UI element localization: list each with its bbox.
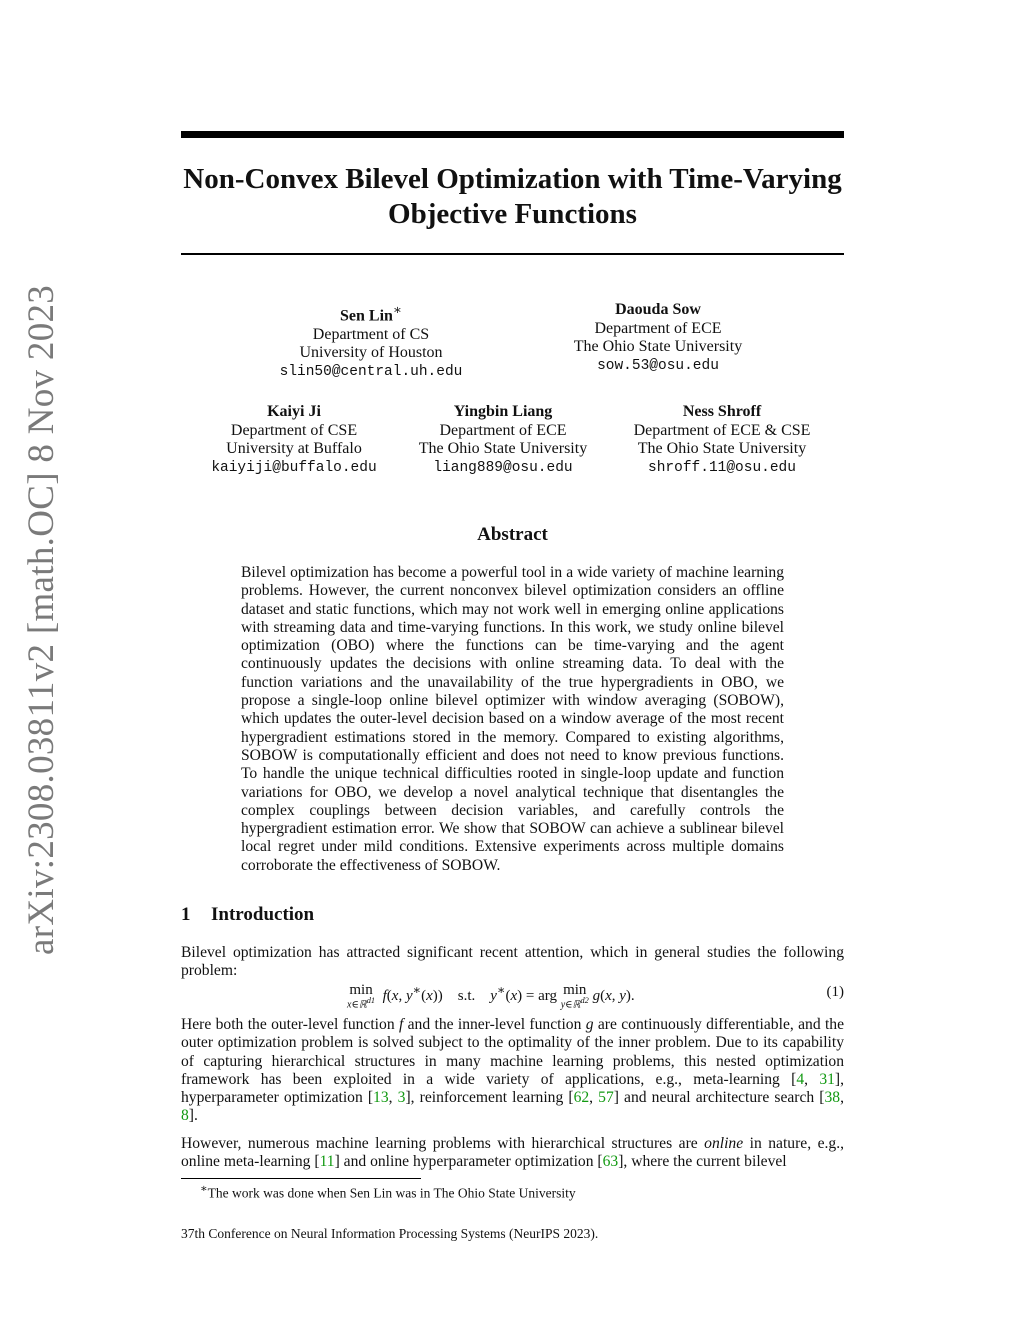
author-block	[403, 403, 603, 477]
citation-link[interactable]: 3	[397, 1089, 406, 1107]
citation-link[interactable]: 38	[824, 1089, 841, 1107]
author-name: Sen Lin	[340, 307, 393, 325]
intro-paragraph-3: However, numerous machine learning problems with hierarchical structures are online in nature, e.g., online meta-learning [11] and online hyperparameter optimization [63], where the current bilevel	[181, 1135, 845, 1171]
author-university: The Ohio State University	[573, 338, 743, 355]
author-university: The Ohio State University	[637, 440, 807, 457]
author-name: Yingbin Liang	[453, 403, 553, 420]
equation-body: min x∈ℝ$^{d1}$ f(x, y∗(x)) s.t. y∗(x) = arg min y∈ℝ$^{d2}$ g(x, y).	[347, 982, 635, 1011]
section-heading	[181, 904, 314, 926]
equation-1	[181, 982, 844, 1012]
author-university: University of Houston	[299, 344, 443, 362]
section-title: Introduction	[211, 904, 315, 925]
arxiv-identifier: arXiv:2308.03811v2 [math.OC] 8 Nov 2023	[21, 284, 62, 955]
author-block	[194, 403, 394, 477]
citation-link[interactable]: 4	[796, 1070, 805, 1088]
author-name: Daouda Sow	[615, 301, 701, 318]
paper-title: Non-Convex Bilevel Optimization with Time-Varying Objective Functions	[183, 163, 842, 230]
author-department: Department of CSE	[230, 421, 358, 439]
author-name: Ness Shroff	[682, 403, 762, 420]
author-name: Kaiyi Ji	[267, 403, 321, 420]
citation-link[interactable]: 13	[373, 1089, 389, 1107]
author-block	[271, 301, 471, 381]
title-top-rule	[181, 131, 844, 138]
author-email[interactable]: shroff.11@osu.edu	[648, 459, 796, 476]
citation-link[interactable]: 11	[319, 1153, 335, 1171]
venue-note: 37th Conference on Neural Information Processing Systems (NeurIPS 2023).	[181, 1226, 599, 1241]
author-email[interactable]: sow.53@osu.edu	[597, 357, 719, 374]
author-department: Department of ECE & CSE	[633, 421, 811, 439]
abstract-heading: Abstract	[477, 524, 548, 545]
author-footnote-mark: ∗	[392, 302, 402, 317]
intro-paragraph-2: Here both the outer-level function f and the inner-level function g are continuously differentiable, and the outer optimization problem is solved subject to the optimality of the inner problem. Due to its capability of capturing hierarchical structures in many machine learning problems, this nested optimization framework has been exploited in a wide variety of applications, e.g., meta-learning [4, 31], hyperparameter optimization [13, 3], reinforcement learning [62, 57] and neural architecture search [38, 8].	[181, 1016, 845, 1125]
author-department: Department of ECE	[439, 421, 567, 439]
author-university: The Ohio State University	[418, 440, 588, 457]
footnote-mark: ∗	[200, 1183, 208, 1195]
equation-number: (1)	[826, 984, 844, 1000]
author-block	[558, 301, 758, 375]
citation-link[interactable]: 8	[181, 1107, 189, 1125]
footnote-rule	[181, 1178, 421, 1179]
author-block	[614, 403, 830, 477]
citation-link[interactable]: 57	[598, 1089, 614, 1107]
citation-link[interactable]: 62	[573, 1089, 590, 1107]
author-department: Department of ECE	[594, 319, 722, 337]
author-email[interactable]: kaiyiji@buffalo.edu	[211, 459, 377, 476]
intro-paragraph-1: Bilevel optimization has attracted significant recent attention, which in general studies the following problem:	[181, 944, 844, 980]
title-bottom-rule	[181, 253, 844, 255]
abstract-text: Bilevel optimization has become a powerful tool in a wide variety of machine learning problems. However, the current nonconvex bilevel optimization considers an offline dataset and static functions, which may not work well in emerging online applications with streaming data and time-varying functions. In this work, we study online bilevel optimization (OBO) where the functions can be time-varying and the agent continuously updates the decisions with online streaming data. To deal with the function variations and the unavailability of the true hypergradients in OBO, we propose a single-loop online bilevel optimizer with window averaging (SOBOW), which updates the outer-level decision based on a window average of the most recent hypergradient estimations stored in the memory. Compared to existing algorithms, SOBOW is computationally efficient and does not need to know previous functions. To handle the unique technical difficulties rooted in single-loop update and function variations for OBO, we develop a novel analytical technique that disentangles the complex couplings between decision variables, and carefully controls the hypergradient estimation error. We show that SOBOW can achieve a sublinear bilevel local regret under mild conditions. Extensive experiments across multiple domains corroborate the effectiveness of SOBOW.	[241, 564, 784, 874]
section-number: 1	[181, 904, 191, 925]
footnote-text: The work was done when Sen Lin was in The Ohio State University	[207, 1185, 576, 1201]
footnote	[200, 1182, 576, 1202]
citation-link[interactable]: 63	[602, 1153, 619, 1171]
citation-link[interactable]: 31	[819, 1070, 835, 1088]
author-email[interactable]: liang889@osu.edu	[433, 459, 573, 476]
author-email[interactable]: slin50@central.uh.edu	[279, 363, 463, 380]
author-university: University at Buffalo	[226, 440, 362, 457]
author-department: Department of CS	[312, 325, 430, 343]
